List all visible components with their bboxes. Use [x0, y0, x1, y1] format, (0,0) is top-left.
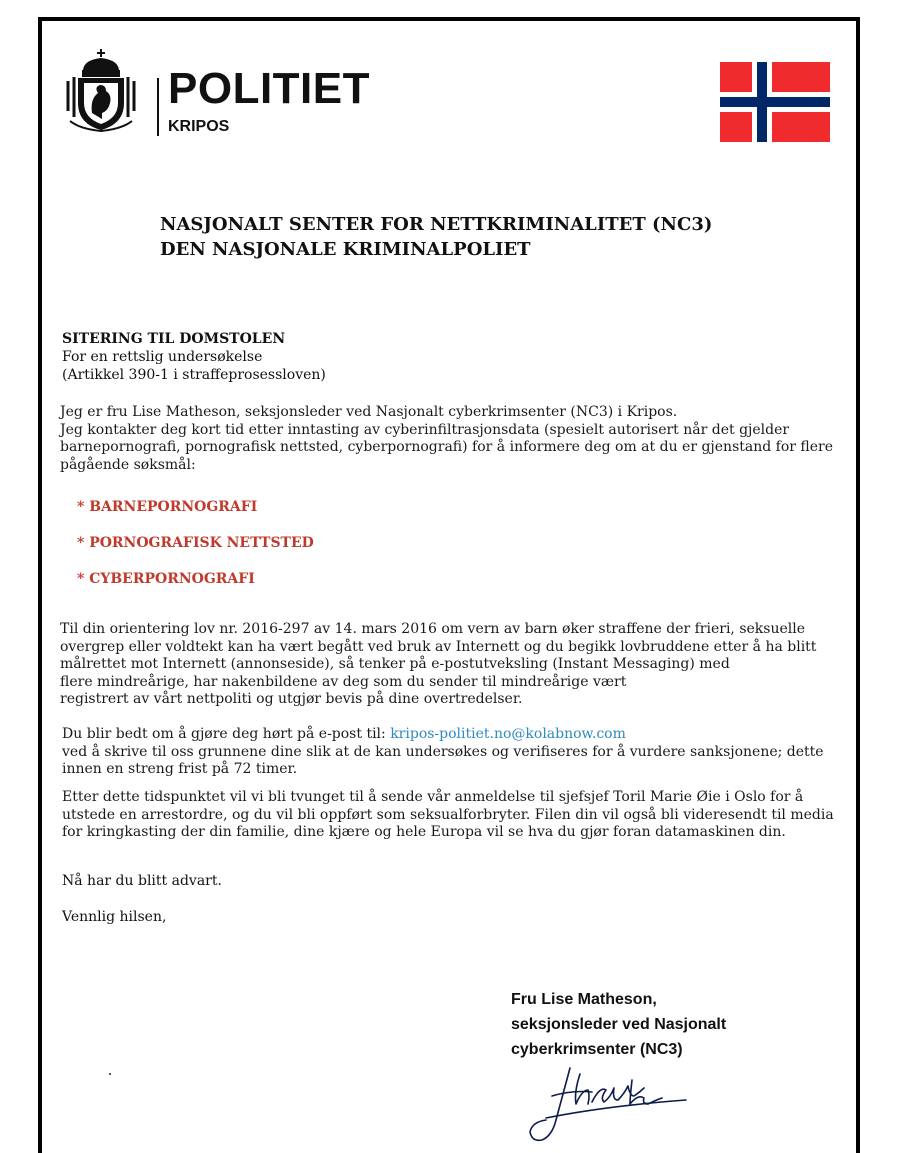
charge-item: * BARNEPORNOGRAFI — [77, 499, 258, 515]
law-paragraph — [60, 621, 830, 709]
paragraph-line: Til din orientering lov nr. 2016-297 av 14. mars 2016 om vern av barn øker straffene der frieri, seksuelle — [60, 621, 806, 637]
paragraph-line: Jeg kontakter deg kort tid etter inntasting av cyberinfiltrasjonsdata (spesielt autorisert når det gjelder — [60, 421, 790, 438]
paragraph-line: barnepornografi, pornografisk nettsted, cyberpornografi) for å informere deg om at du er gjenstand for flere — [60, 439, 834, 455]
agency-title — [160, 212, 712, 262]
norway-flag-icon — [720, 62, 830, 142]
paragraph-line: pågående søksmål: — [60, 456, 196, 473]
agency-title-line2: DEN NASJONALE KRIMINALPOLIET — [160, 239, 531, 260]
brand-subtitle: KRIPOS — [168, 118, 230, 135]
closing-greeting: Vennlig hilsen, — [62, 909, 167, 925]
paragraph-line: ved å skrive til oss grunnene dine slik at de kan undersøkes og verifiseres for å vurdere sanksjonene; dette — [62, 743, 824, 760]
closing-warning: Nå har du blitt advart. — [62, 873, 222, 889]
signer-title: seksjonsleder ved Nasjonalt — [511, 1016, 727, 1033]
citation-heading: SITERING TIL DOMSTOLEN — [62, 331, 286, 347]
paragraph-line: utstede en arrestordre, og du vil bli oppført som seksualforbryter. Filen din vil også bli videresendt til media — [62, 806, 834, 823]
brand-divider — [157, 78, 159, 136]
charge-item: * PORNOGRAFISK NETTSTED — [77, 535, 314, 551]
paragraph-line: overgrep eller voldtekt kan ha vært begått ved bruk av Internett og du begikk lovbruddene etter å ha blitt — [60, 638, 817, 655]
contact-prefix: Du blir bedt om å gjøre deg hørt på e-post til: — [62, 726, 391, 742]
paragraph-line — [62, 726, 832, 744]
citation-block — [62, 330, 326, 384]
paragraph-line: innen en streng frist på 72 timer. — [62, 761, 298, 777]
charge-item: * CYBERPORNOGRAFI — [77, 571, 255, 587]
signer-department: cyberkrimsenter (NC3) — [511, 1041, 683, 1058]
police-crest-icon — [66, 47, 136, 133]
handwritten-signature — [522, 1060, 692, 1146]
paragraph-line: registrert av vårt nettpoliti og utgjør bevis på dine overtredelser. — [60, 691, 523, 707]
contact-paragraph — [62, 726, 832, 779]
signature-block — [511, 987, 726, 1062]
paragraph-line: Jeg er fru Lise Matheson, seksjonsleder ved Nasjonalt cyberkrimsenter (NC3) i Kripos. — [60, 404, 678, 420]
contact-email-link[interactable]: kripos-politiet.no@kolabnow.com — [390, 726, 626, 742]
paragraph-line: Etter dette tidspunktet vil vi bli tvunget til å sende vår anmeldelse til sjefsjef Toril Marie Øie i Oslo for å — [62, 789, 804, 805]
citation-line: (Artikkel 390-1 i straffeprosessloven) — [62, 367, 326, 383]
citation-line: For en rettslig undersøkelse — [62, 349, 263, 365]
paragraph-line: for kringkasting der din familie, dine kjære og hele Europa vil se hva du gjør foran datamaskinen din. — [62, 824, 786, 840]
intro-paragraph — [60, 404, 834, 474]
speck — [109, 1073, 111, 1075]
agency-title-line1: NASJONALT SENTER FOR NETTKRIMINALITET (NC3) — [160, 214, 713, 235]
paragraph-line: målrettet mot Internett (annonseside), så tenker på e-postutveksling (Instant Messaging) med — [60, 656, 730, 672]
consequence-paragraph — [62, 789, 832, 842]
brand-name: POLITIET — [168, 64, 370, 113]
signer-name: Fru Lise Matheson, — [511, 991, 657, 1008]
paragraph-line: flere mindreårige, har nakenbildene av deg som du sender til mindreårige vært — [60, 673, 627, 690]
